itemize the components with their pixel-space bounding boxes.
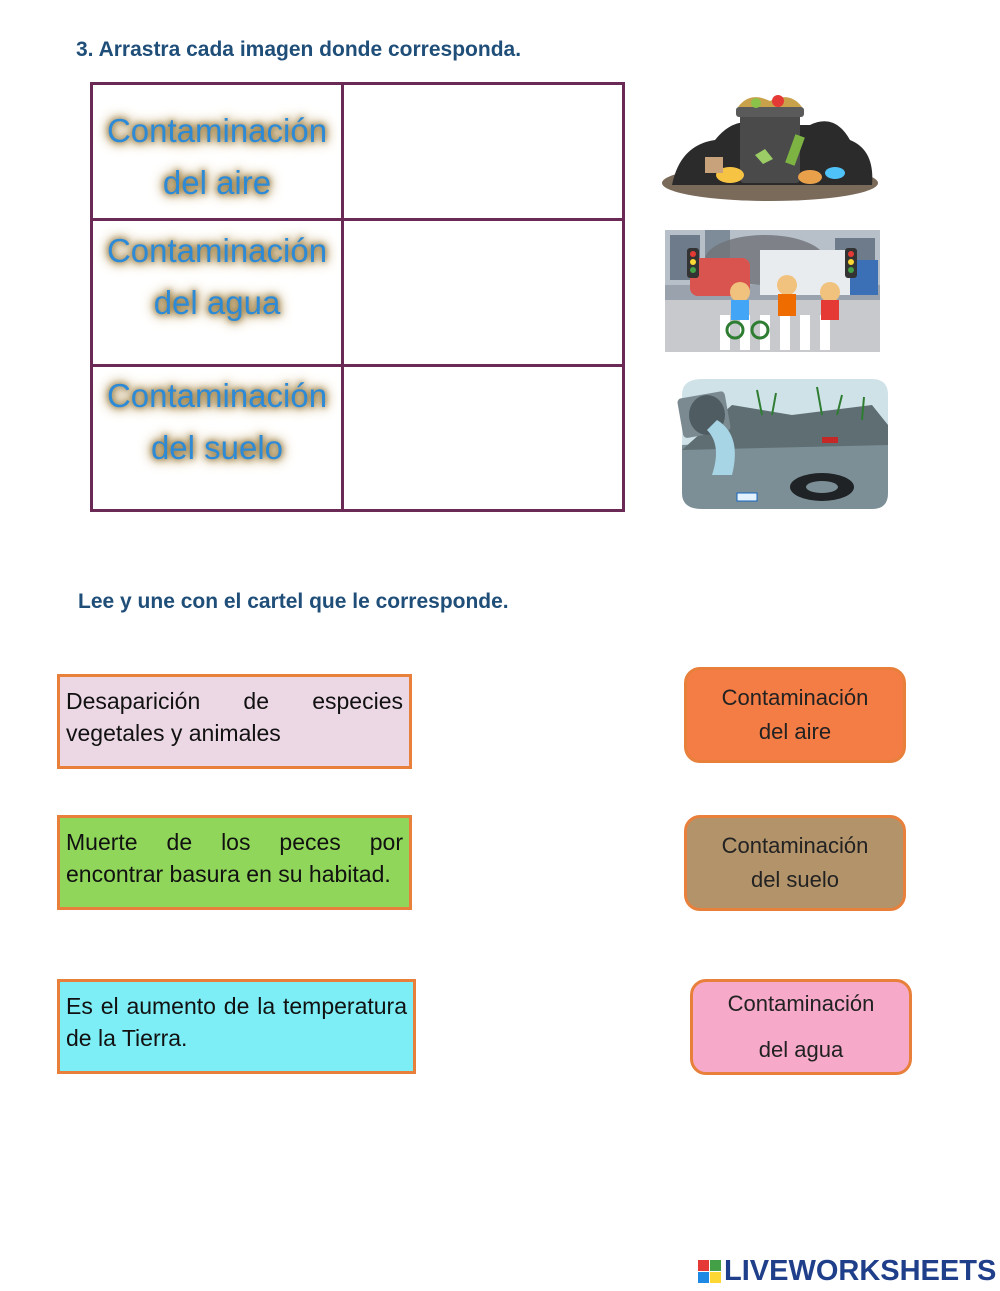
row-label-soil	[93, 370, 341, 474]
tag-line1: Contaminación	[721, 685, 869, 710]
garbage-pile-image[interactable]	[660, 95, 880, 205]
description-card-3[interactable]	[57, 979, 416, 1074]
liveworksheets-logo	[698, 1254, 996, 1288]
row-label-line2: del aire	[162, 164, 272, 201]
drop-zone-air[interactable]	[344, 85, 622, 218]
row-label-air	[93, 105, 341, 209]
drop-zone-water[interactable]	[344, 221, 622, 364]
tag-contaminacion-suelo[interactable]	[684, 815, 906, 911]
instruction-match: Lee y une con el cartel que le corresponde.	[78, 590, 509, 613]
instruction-drag: 3. Arrastra cada imagen donde corresponda.	[76, 38, 522, 61]
tag-line2: del aire	[758, 719, 832, 744]
row-label-line1: Contaminación	[106, 232, 328, 269]
tag-contaminacion-aire[interactable]	[684, 667, 906, 763]
drop-zone-soil[interactable]	[344, 367, 622, 509]
tag-line2: del suelo	[750, 867, 840, 892]
city-smog-image[interactable]	[665, 230, 880, 352]
row-label-line2: del suelo	[150, 429, 284, 466]
description-text: Desaparición de especies vegetales y animales	[66, 688, 403, 746]
row-label-line1: Contaminación	[106, 377, 328, 414]
drag-table	[90, 82, 625, 512]
logo-text: LIVEWORKSHEETS	[724, 1254, 997, 1287]
row-label-line1: Contaminación	[106, 112, 328, 149]
water-pollution-image[interactable]	[672, 375, 890, 513]
logo-blocks-icon	[698, 1260, 721, 1283]
tag-line2: del agua	[758, 1037, 844, 1062]
tag-line1: Contaminación	[721, 833, 869, 858]
tag-contaminacion-agua[interactable]	[690, 979, 912, 1075]
description-text: Es el aumento de la temperatura de la Tierra.	[66, 993, 407, 1051]
description-card-2[interactable]	[57, 815, 412, 910]
tag-line1: Contaminación	[727, 991, 875, 1016]
description-card-1[interactable]	[57, 674, 412, 769]
description-text: Muerte de los peces por encontrar basura en su habitad.	[66, 829, 403, 887]
row-label-line2: del agua	[153, 284, 281, 321]
row-label-water	[93, 225, 341, 329]
